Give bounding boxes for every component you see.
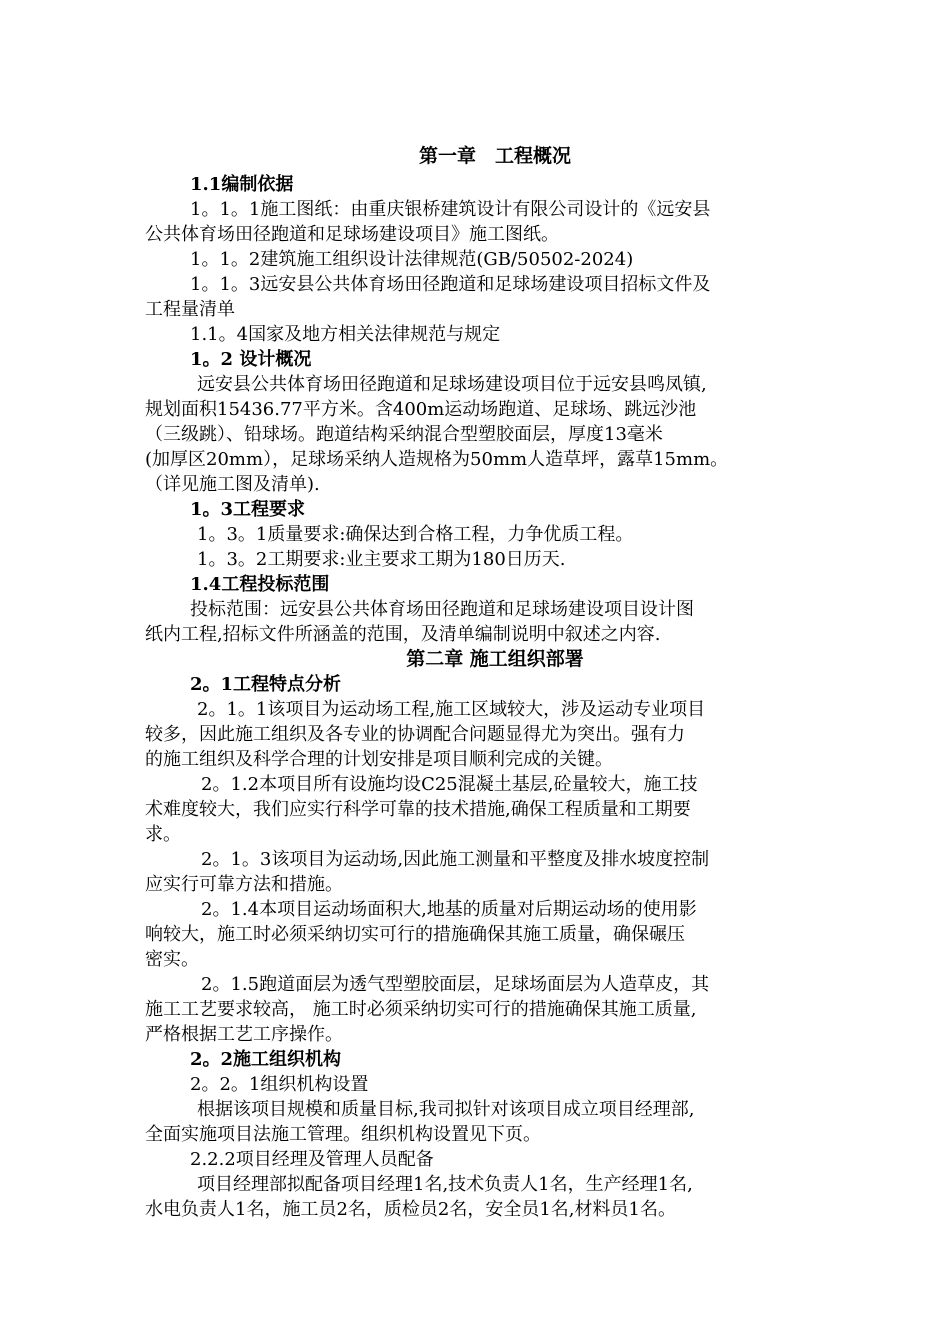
section-2-1-para-5-line-1: 2。1.5跑道面层为透气型塑胶面层，足球场面层为人造草皮，其 bbox=[201, 974, 710, 995]
section-1-3-heading: 1。3工程要求 bbox=[190, 499, 306, 520]
section-2-2-1-line-1: 根据该项目规模和质量目标,我司拟针对该项目成立项目经理部, bbox=[197, 1099, 695, 1120]
section-1-1-item-2: 1。1。2建筑施工组织设计法律规范(GB/50502-2024) bbox=[190, 249, 634, 270]
section-1-4-heading: 1.4工程投标范围 bbox=[190, 574, 330, 595]
section-2-1-para-1-line-3: 的施工组织及科学合理的计划安排是项目顺利完成的关键。 bbox=[145, 749, 613, 770]
section-2-1-para-5-line-3: 严格根据工艺工序操作。 bbox=[145, 1024, 343, 1045]
section-2-1-para-2-line-3: 求。 bbox=[145, 824, 181, 845]
section-2-1-para-3-line-1: 2。1。3该项目为运动场,因此施工测量和平整度及排水坡度控制 bbox=[201, 849, 710, 870]
section-1-4-line-2: 纸内工程,招标文件所涵盖的范围，及清单编制说明中叙述之内容. bbox=[145, 624, 661, 645]
section-2-1-para-1-line-2: 较多，因此施工组织及各专业的协调配合问题显得尤为突出。强有力 bbox=[145, 724, 685, 745]
section-2-2-2-line-1: 项目经理部拟配备项目经理1名,技术负责人1名，生产经理1名, bbox=[197, 1174, 693, 1195]
section-1-1-item-1-line-2: 公共体育场田径跑道和足球场建设项目》施工图纸。 bbox=[145, 224, 559, 245]
section-2-2-1-line-2: 全面实施项目法施工管理。组织机构设置见下页。 bbox=[145, 1124, 541, 1145]
document-page bbox=[145, 140, 845, 1222]
section-2-1-para-4-line-3: 密实。 bbox=[145, 949, 199, 970]
section-1-2-line-4: (加厚区20mm），足球场采纳人造规格为50mm人造草坪，露草15mm。 bbox=[145, 449, 729, 470]
section-1-2-heading: 1。2 设计概况 bbox=[190, 349, 312, 370]
section-1-1-heading: 1.1编制依据 bbox=[190, 174, 294, 195]
section-2-1-para-4-line-1: 2。1.4本项目运动场面积大,地基的质量对后期运动场的使用影 bbox=[201, 899, 697, 920]
section-2-2-2-line-2: 水电负责人1名，施工员2名，质检员2名，安全员1名,材料员1名。 bbox=[145, 1199, 676, 1220]
section-2-2-1-heading: 2。2。1组织机构设置 bbox=[190, 1074, 369, 1095]
section-1-1-item-1-line-1: 1。1。1施工图纸：由重庆银桥建筑设计有限公司设计的《远安县 bbox=[190, 199, 711, 220]
section-2-1-para-2-line-1: 2。1.2本项目所有设施均设C25混凝土基层,砼量较大，施工技 bbox=[201, 774, 698, 795]
section-1-1-item-3-line-1: 1。1。3远安县公共体育场田径跑道和足球场建设项目招标文件及 bbox=[190, 274, 711, 295]
section-1-1-item-4: 1.1。4国家及地方相关法律规范与规定 bbox=[190, 324, 501, 345]
section-2-2-2-heading: 2.2.2项目经理及管理人员配备 bbox=[190, 1149, 434, 1170]
section-2-1-para-5-line-2: 施工工艺要求较高， 施工时必须采纳切实可行的措施确保其施工质量, bbox=[145, 999, 697, 1020]
section-1-2-line-1: 远安县公共体育场田径跑道和足球场建设项目位于远安县鸣凤镇, bbox=[197, 374, 707, 395]
section-1-3-item-2: 1。3。2工期要求:业主要求工期为180日历天. bbox=[197, 549, 566, 570]
section-2-1-para-3-line-2: 应实行可靠方法和措施。 bbox=[145, 874, 343, 895]
section-1-1-item-3-line-2: 工程量清单 bbox=[145, 299, 235, 320]
section-2-1-para-4-line-2: 响较大，施工时必须采纳切实可行的措施确保其施工质量，确保碾压 bbox=[145, 924, 685, 945]
section-1-3-item-1: 1。3。1质量要求:确保达到合格工程，力争优质工程。 bbox=[197, 524, 634, 545]
section-2-1-para-2-line-2: 术难度较大，我们应实行科学可靠的技术措施,确保工程质量和工期要 bbox=[145, 799, 691, 820]
section-1-2-line-2: 规划面积15436.77平方米。含400m运动场跑道、足球场、跳远沙池 bbox=[145, 399, 697, 420]
chapter-2-title: 第二章 施工组织部署 bbox=[406, 648, 584, 670]
section-1-2-line-5: （详见施工图及清单). bbox=[145, 474, 320, 495]
section-2-1-heading: 2。1工程特点分析 bbox=[190, 674, 342, 695]
section-1-2-line-3: （三级跳）、铅球场。跑道结构采纳混合型塑胶面层，厚度13毫米 bbox=[145, 424, 663, 445]
chapter-1-title: 第一章 工程概况 bbox=[418, 145, 571, 167]
section-2-1-para-1-line-1: 2。1。1该项目为运动场工程,施工区域较大，涉及运动专业项目 bbox=[197, 699, 706, 720]
section-2-2-heading: 2。2施工组织机构 bbox=[190, 1049, 342, 1070]
section-1-4-line-1: 投标范围：远安县公共体育场田径跑道和足球场建设项目设计图 bbox=[190, 599, 694, 620]
